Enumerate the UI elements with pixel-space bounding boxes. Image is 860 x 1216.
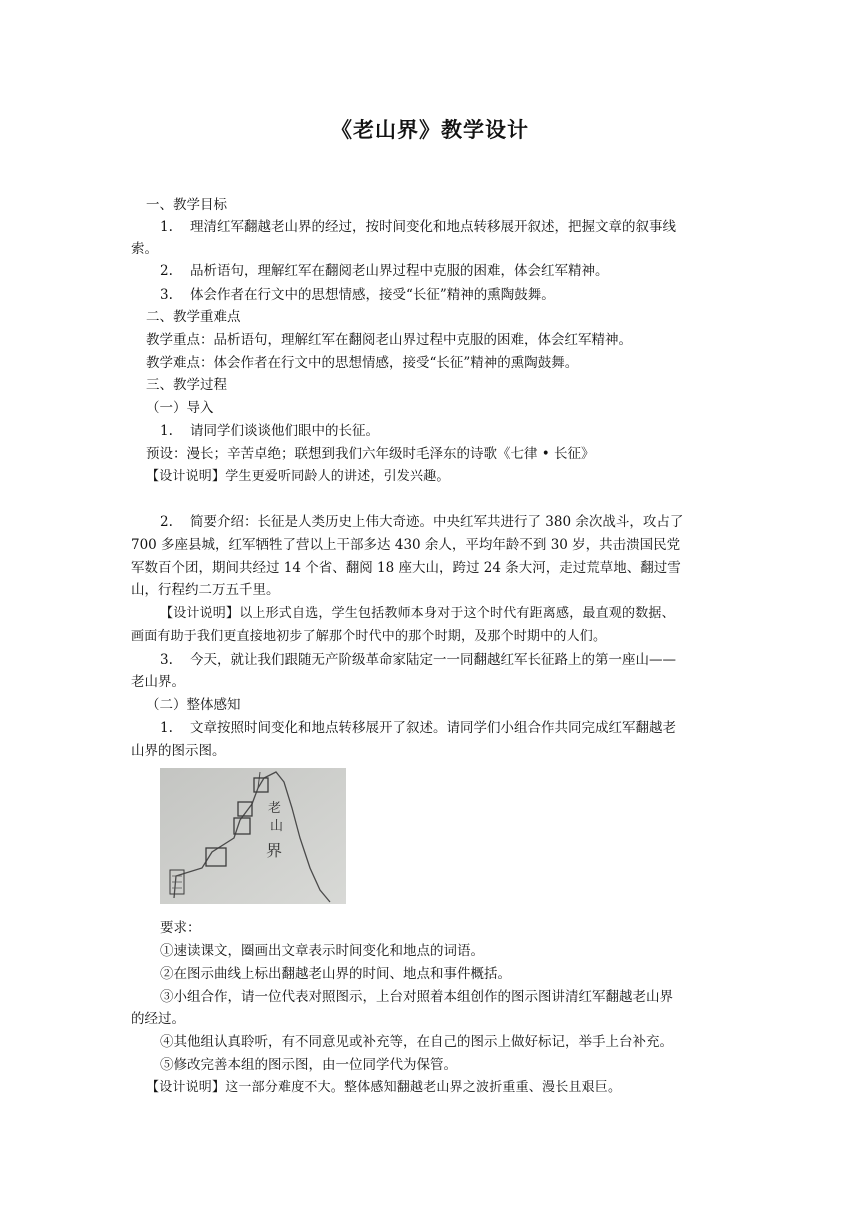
requirement-item: ①速读课文，圈画出文章表示时间变化和地点的词语。 xyxy=(160,943,484,959)
list-item xyxy=(160,260,609,282)
item-number: 2. xyxy=(160,514,173,530)
list-item xyxy=(160,717,676,739)
design-note-continued: 画面有助于我们更直接地初步了解那个时代中的那个时期，及那个时期中的人们。 xyxy=(131,629,607,644)
figure-label-char: 老 xyxy=(268,801,282,816)
list-item xyxy=(160,216,676,238)
item-text-continued: 山界的图示图。 xyxy=(131,743,226,759)
requirement-item-continued: 的经过。 xyxy=(131,1011,185,1027)
mountain-sketch xyxy=(160,768,346,904)
item-text: 体会作者在行文中的思想情感，接受“长征”精神的熏陶鼓舞。 xyxy=(190,287,555,303)
item-text: 文章按照时间变化和地点转移展开了叙述。请同学们小组合作共同完成红军翻越老 xyxy=(190,720,676,736)
item-number: 1. xyxy=(160,720,173,736)
item-text-continued: 老山界。 xyxy=(131,674,185,690)
item-text-continued: 山，行程约二万五千里。 xyxy=(131,582,280,598)
item-text-continued: 700 多座县城，红军牺牲了营以上干部多达 430 余人，平均年龄不到 30 岁，共击溃国民党 xyxy=(131,537,681,553)
design-note: 【设计说明】这一部分难度不大。整体感知翻越老山界之波折重重、漫长且艰巨。 xyxy=(146,1080,622,1095)
list-item xyxy=(160,649,676,671)
page-title: 《老山界》教学设计 xyxy=(331,118,529,142)
requirement-item: ③小组合作，请一位代表对照图示，上台对照着本组创作的图示图讲清红军翻越老山界 xyxy=(160,989,673,1005)
item-text: 今天，就让我们跟随无产阶级革命家陆定一一同翻越红军长征路上的第一座山—— xyxy=(190,652,676,668)
item-text: 理清红军翻越老山界的经过，按时间变化和地点转移展开叙述，把握文章的叙事线 xyxy=(190,219,676,235)
list-item xyxy=(160,511,683,533)
difficult-point-text: 教学难点：体会作者在行文中的思想情感，接受“长征”精神的熏陶鼓舞。 xyxy=(146,355,579,371)
preset-text: 预设：漫长；辛苦卓绝；联想到我们六年级时毛泽东的诗歌《七律 • 长征》 xyxy=(146,446,595,462)
mountain-diagram-photo xyxy=(160,768,346,904)
item-number: 2. xyxy=(160,263,173,279)
figure-label-char: 山 xyxy=(270,819,284,834)
item-text: 请同学们谈谈他们眼中的长征。 xyxy=(190,423,379,439)
item-number: 1. xyxy=(160,423,173,439)
design-note: 【设计说明】学生更爱听同龄人的讲述，引发兴趣。 xyxy=(146,469,450,484)
item-text-continued: 索。 xyxy=(131,241,158,257)
requirements-heading: 要求： xyxy=(160,920,201,936)
list-item xyxy=(160,420,379,442)
section-heading-process: 三、教学过程 xyxy=(146,377,227,393)
requirement-item: ⑤修改完善本组的图示图，由一位同学代为保管。 xyxy=(160,1057,457,1073)
section-heading-key-points: 二、教学重难点 xyxy=(146,309,241,325)
subsection-heading-overview: （二）整体感知 xyxy=(146,697,241,713)
design-note: 【设计说明】以上形式自选，学生包括教师本身对于这个时代有距离感，最直观的数据、 xyxy=(160,606,675,621)
item-text-continued: 军数百个团，期间共经过 14 个省、翻阅 18 座大山，跨过 24 条大河，走过荒草地、翻过雪 xyxy=(131,560,681,576)
section-heading-objectives: 一、教学目标 xyxy=(146,197,227,213)
item-text: 品析语句，理解红军在翻阅老山界过程中克服的困难，体会红军精神。 xyxy=(190,263,609,279)
subsection-heading-intro: （一）导入 xyxy=(146,400,214,416)
item-number: 3. xyxy=(160,652,173,668)
requirement-item: ④其他组认真聆听，有不同意见或补充等，在自己的图示上做好标记，举手上台补充。 xyxy=(160,1034,673,1050)
requirement-item: ②在图示曲线上标出翻越老山界的时间、地点和事件概括。 xyxy=(160,966,511,982)
item-number: 3. xyxy=(160,287,173,303)
item-text: 简要介绍：长征是人类历史上伟大奇迹。中央红军共进行了 380 余次战斗，攻占了 xyxy=(190,514,684,530)
item-number: 1. xyxy=(160,219,173,235)
figure-label-char: 界 xyxy=(266,841,283,860)
list-item xyxy=(160,284,555,306)
key-point-text: 教学重点：品析语句，理解红军在翻阅老山界过程中克服的困难，体会红军精神。 xyxy=(146,332,632,348)
